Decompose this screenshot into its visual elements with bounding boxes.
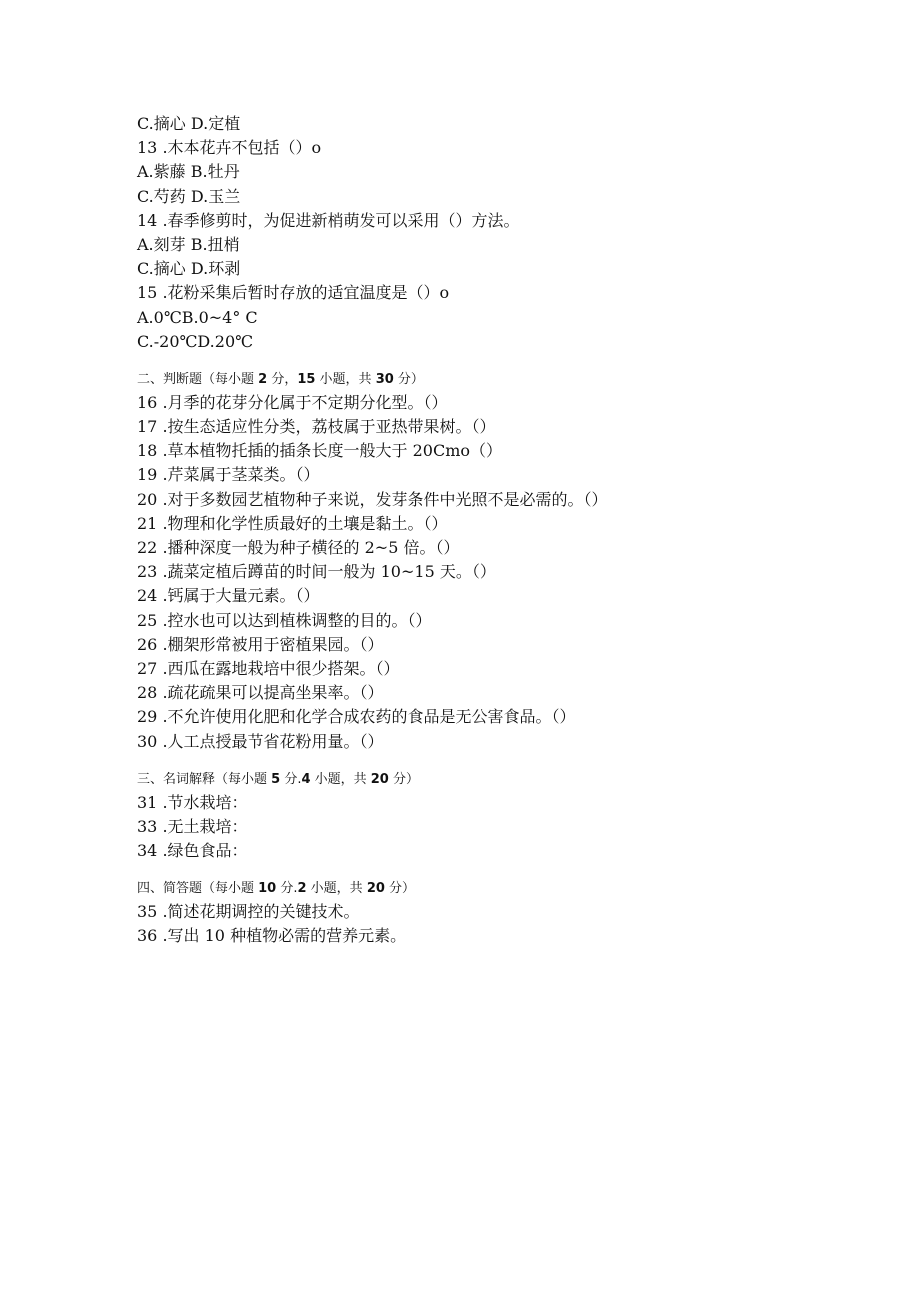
section-2-list [137, 391, 837, 754]
question-13: 13 .木本花卉不包括（）o [137, 138, 322, 158]
true-false-item: 16 .月季的花芽分化属于不定期分化型。（） [137, 392, 448, 412]
true-false-item: 29 .不允许使用化肥和化学合成农药的食品是无公害食品。（） [137, 707, 576, 727]
question-15: 15 .花粉采集后暂时存放的适宜温度是（）o [137, 283, 450, 303]
section-4-list [137, 900, 837, 948]
term-item: 33 .无土栽培： [137, 816, 248, 836]
true-false-item: 22 .播种深度一般为种子横径的 2~5 倍。（） [137, 538, 460, 557]
option-line: C.-20℃D.20℃ [137, 331, 254, 351]
true-false-item: 28 .疏花疏果可以提高坐果率。（） [137, 683, 384, 703]
true-false-item: 26 .棚架形常被用于密植果园。（） [137, 634, 384, 654]
true-false-item: 25 .控水也可以达到植株调整的目的。（） [137, 610, 432, 630]
true-false-item: 19 .芹菜属于茎菜类。（） [137, 465, 320, 485]
true-false-item: 20 .对于多数园艺植物种子来说，发芽条件中光照不是必需的。（） [137, 489, 608, 509]
short-answer-item: 36 .写出 10 种植物必需的营养元素。 [137, 926, 407, 946]
true-false-item: 27 .西瓜在露地栽培中很少搭架。（） [137, 658, 400, 678]
section-2-heading: 二、判断题（每小题 2 分，15 小题，共 30 分） [137, 371, 424, 387]
true-false-item: 18 .草本植物托插的插条长度一般大于 20Cmo（） [137, 441, 503, 461]
option-line: C.摘心 D.定植 [137, 114, 241, 133]
option-line: C.芍药 D.玉兰 [137, 186, 241, 206]
section-3-list [137, 791, 837, 864]
question-block-mc-tail [137, 112, 837, 354]
section-3-heading: 三、名词解释（每小题 5 分.4 小题，共 20 分） [137, 771, 419, 787]
term-item: 31 .节水栽培： [137, 792, 248, 812]
true-false-item: 24 .钙属于大量元素。（） [137, 586, 320, 606]
option-line: C.摘心 D.环剥 [137, 259, 241, 279]
true-false-item: 17 .按生态适应性分类，荔枝属于亚热带果树。（） [137, 417, 496, 437]
true-false-item: 30 .人工点授最节省花粉用量。（） [137, 731, 384, 751]
option-line: A.刻芽 B.扭梢 [137, 234, 240, 254]
exam-page [137, 112, 837, 949]
short-answer-item: 35 .简述花期调控的关键技术。 [137, 902, 360, 922]
option-line: A.紫藤 B.牡丹 [137, 162, 240, 182]
true-false-item: 23 .蔬菜定植后蹲苗的时间一般为 10~15 天。（） [137, 562, 496, 582]
term-item: 34 .绿色食品： [137, 841, 248, 861]
question-14: 14 .春季修剪时，为促进新梢萌发可以采用（）方法。 [137, 210, 520, 230]
true-false-item: 21 .物理和化学性质最好的土壤是黏土。（） [137, 513, 448, 533]
section-4-heading: 四、简答题（每小题 10 分.2 小题，共 20 分） [137, 881, 416, 897]
option-line: A.0℃B.0~4° C [137, 307, 258, 327]
